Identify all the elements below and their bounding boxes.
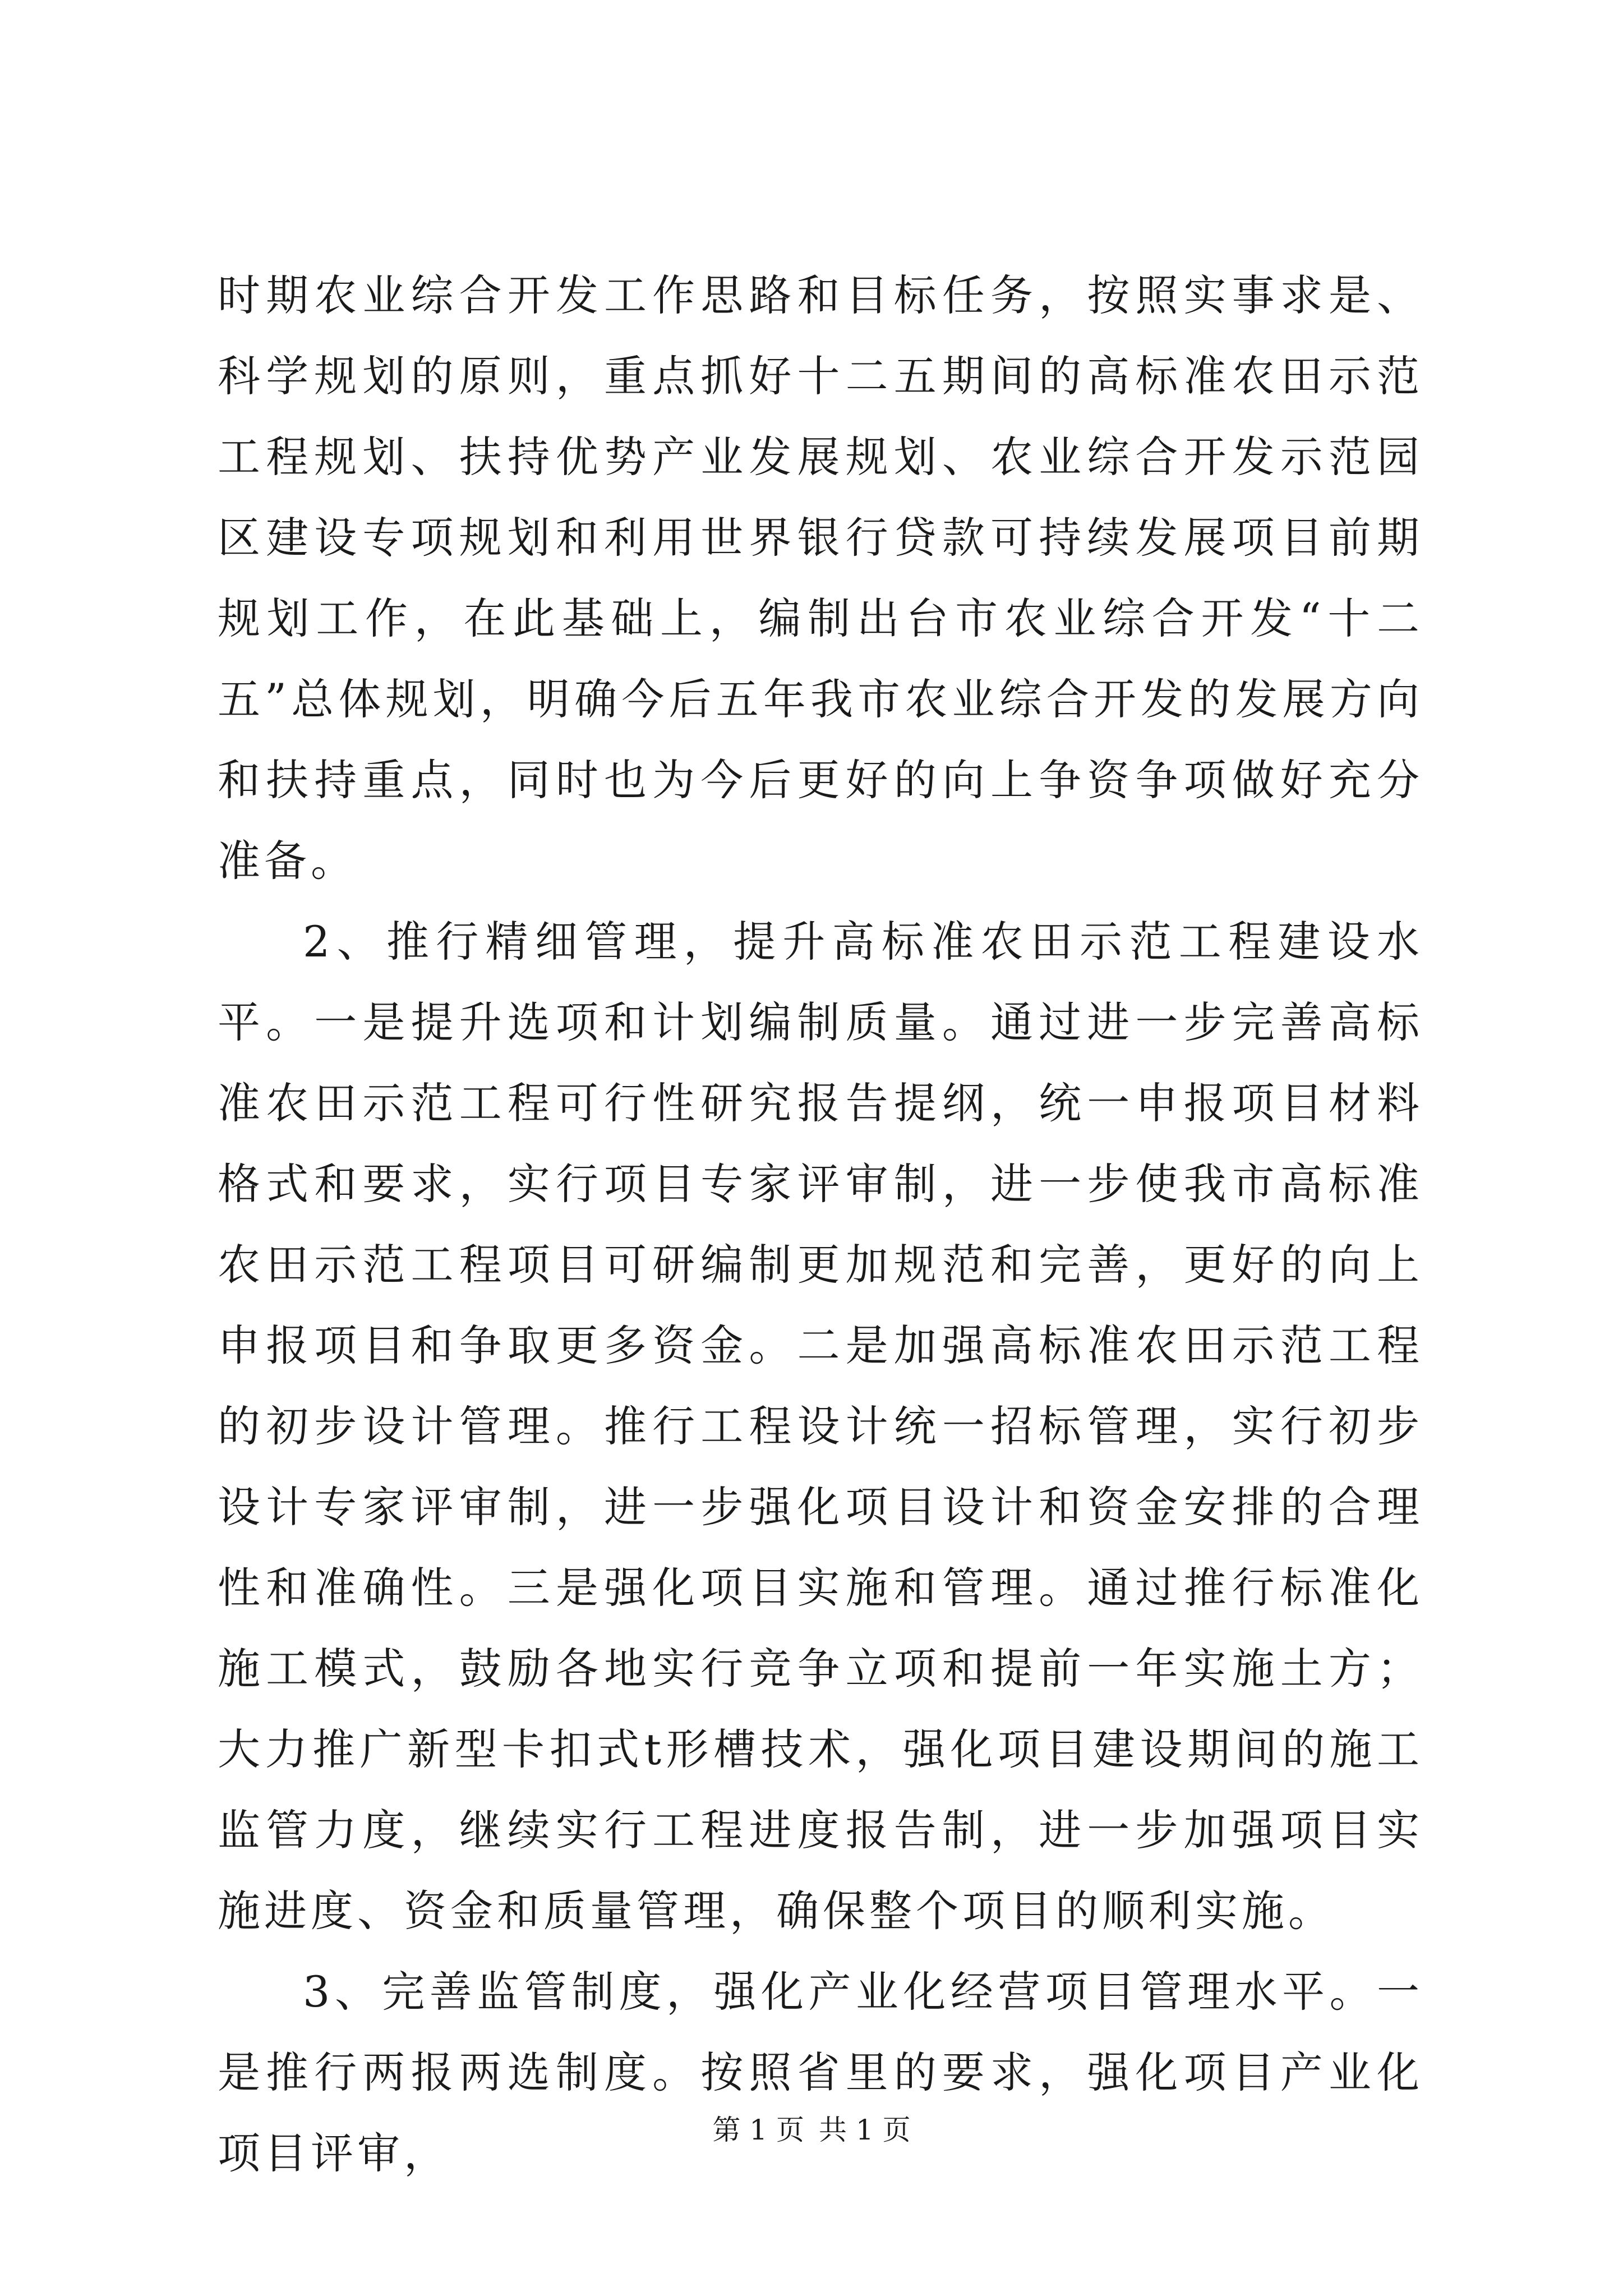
paragraph-2: 2、推行精细管理，提升高标准农田示范工程建设水平。一是提升选项和计划编制质量。通过进一步完善高标准农田示范工程可行性研究报告提纲，统一申报项目材料格式和要求，实行项目专家评审制，进一步使我市高标准农田示范工程项目可研编制更加规范和完善，更好的向上申报项目和争取更多资金。二是加强高标准农田示范工程的初步设计管理。推行工程设计统一招标管理，实行初步设计专家评审制，进一步强化项目设计和资金安排的合理性和准确性。三是强化项目实施和管理。通过推行标准化施工模式，鼓励各地实行竞争立项和提前一年实施土方；大力推广新型卡扣式t形槽技术，强化项目建设期间的施工监管力度，继续实行工程进度报告制，进一步加强项目实施进度、资金和质量管理，确保整个项目的顺利实施。: [218, 917, 1423, 1936]
page-total: 共 1 页: [819, 2114, 911, 2146]
page-footer: [0, 2110, 1623, 2150]
paragraph-3: 3、完善监管制度，强化产业化经营项目管理水平。一是推行两报两选制度。按照省里的要求，强化项目产业化项目评审，: [218, 1967, 1423, 2178]
paragraph-1: 时期农业综合开发工作思路和目标任务，按照实事求是、科学规划的原则，重点抓好十二五期间的高标准农田示范工程规划、扶持优势产业发展规划、农业综合开发示范园区建设专项规划和利用世界银行贷款可持续发展项目前期规划工作，在此基础上，编制出台市农业综合开发“十二五”总体规划，明确今后五年我市农业综合开发的发展方向和扶持重点，同时也为今后更好的向上争资争项做好充分准备。: [218, 270, 1423, 886]
page-number: 第 1 页: [712, 2114, 804, 2146]
document-body: [218, 255, 1423, 2194]
